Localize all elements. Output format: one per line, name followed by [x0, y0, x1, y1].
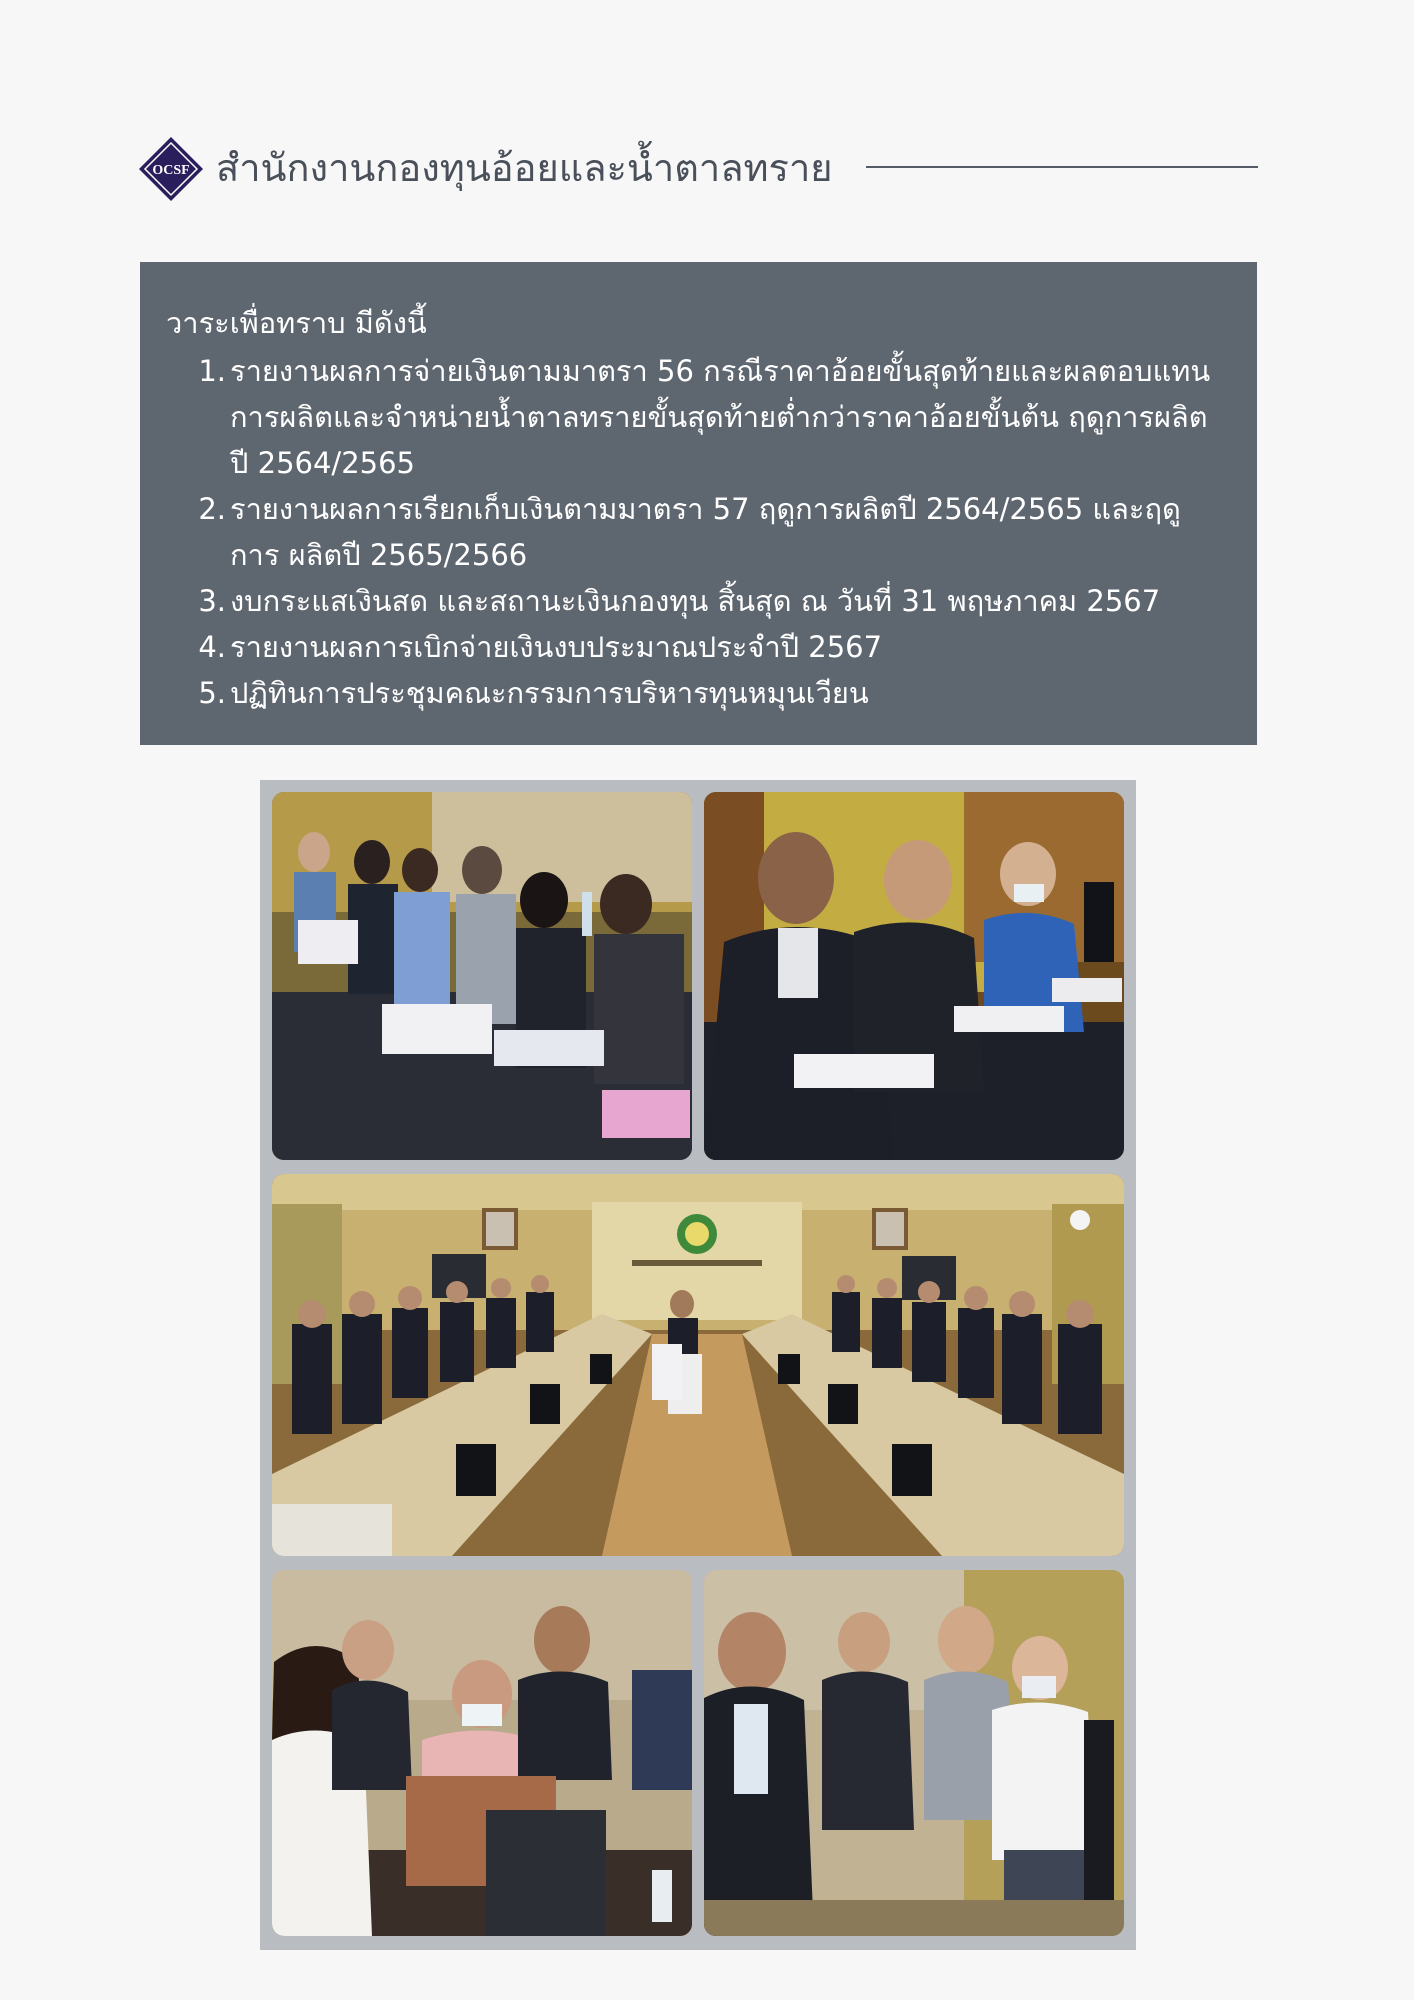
agenda-item-number: 4. [198, 630, 226, 664]
meeting-photo-group-left [272, 1570, 692, 1936]
agenda-item-text: รายงานผลการเรียกเก็บเงินตามมาตรา 57 ฤดูการผลิตปี 2564/2565 และฤดูการ ผลิตปี 2565/2566 [230, 492, 1181, 572]
organization-title: สำนักงานกองทุนอ้อยและน้ำตาลทราย [216, 146, 833, 190]
agenda-item-text: งบกระแสเงินสด และสถานะเงินกองทุน สิ้นสุด ณ วันที่ 31 พฤษภาคม 2567 [230, 584, 1161, 618]
agenda-box [140, 262, 1257, 745]
header-divider [866, 166, 1258, 168]
agenda-item-number: 2. [198, 492, 226, 526]
agenda-item-text: รายงานผลการจ่ายเงินตามมาตรา 56 กรณีราคาอ้อยขั้นสุดท้ายและผลตอบแทน การผลิตและจำหน่ายน้ำตาลทรายขั้นสุดท้ายต่ำกว่าราคาอ้อยขั้นต้น ฤดูการผลิตปี 2564/2565 [230, 354, 1211, 480]
agenda-item-number: 5. [198, 676, 226, 710]
agenda-item [166, 578, 1231, 624]
page-header [138, 134, 1258, 202]
agenda-title: วาระเพื่อทราบ มีดังนี้ [166, 306, 427, 340]
svg-text:OCSF: OCSF [152, 163, 190, 178]
meeting-photo-attendees-left [272, 792, 692, 1160]
meeting-photo-conference-room [272, 1174, 1124, 1556]
ocsf-logo [138, 136, 204, 202]
agenda-item [166, 348, 1231, 486]
agenda-item [166, 486, 1231, 578]
agenda-item-number: 3. [198, 584, 226, 618]
meeting-photo-group-right [704, 1570, 1124, 1936]
agenda-item [166, 624, 1231, 670]
meeting-photo-collage [260, 780, 1136, 1950]
meeting-photo-attendees-right [704, 792, 1124, 1160]
agenda-item-text: รายงานผลการเบิกจ่ายเงินงบประมาณประจำปี 2567 [230, 630, 883, 664]
agenda-item [166, 670, 1231, 716]
agenda-item-text: ปฏิทินการประชุมคณะกรรมการบริหารทุนหมุนเวียน [230, 676, 869, 710]
agenda-item-number: 1. [198, 354, 226, 388]
agenda-list [166, 348, 1231, 716]
